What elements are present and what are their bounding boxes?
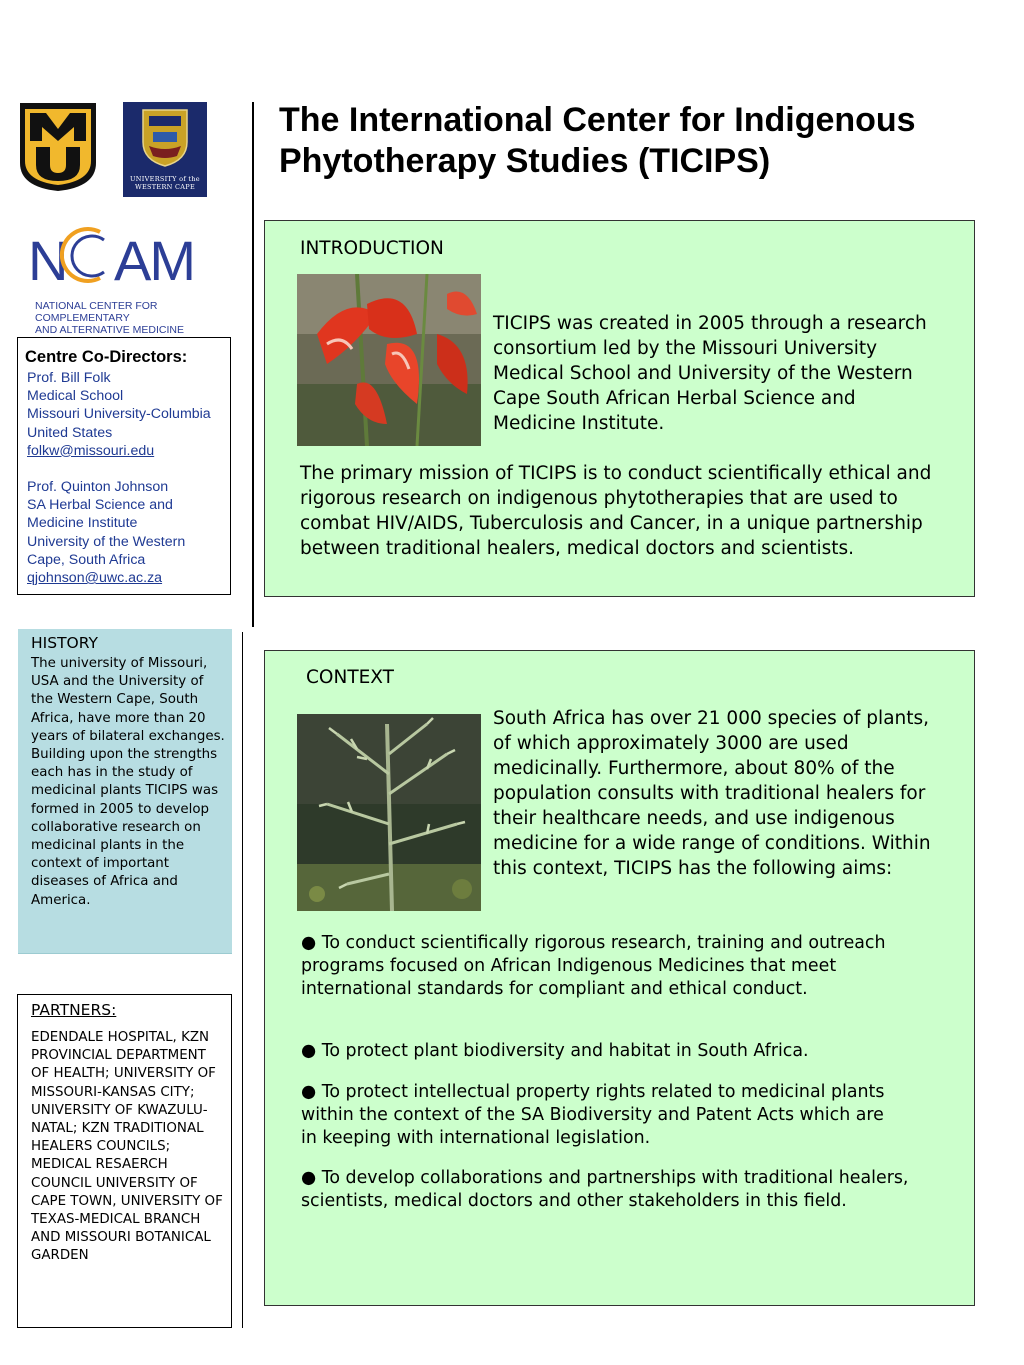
director-1-line: United States (27, 424, 113, 441)
vertical-divider-top (252, 102, 254, 627)
uwc-caption-line-2: WESTERN CAPE (135, 183, 195, 191)
partners-box (17, 994, 232, 1328)
director-2-line: Cape, South Africa (27, 551, 146, 568)
aim-item (301, 1167, 921, 1213)
director-2 (27, 478, 185, 587)
red-flower-photo (297, 274, 481, 446)
aim-text: To develop collaborations and partnerships with traditional healers, scientists, medical doctors and other stakeholders in this field. (301, 1168, 909, 1211)
partners-heading: PARTNERS: (31, 1001, 117, 1019)
partners-text: EDENDALE HOSPITAL, KZN PROVINCIAL DEPARTMENT OF HEALTH; UNIVERSITY OF MISSOURI-KANSAS CITY; UNIVERSITY OF KWAZULU-NATAL; KZN TRADITIONAL HEALERS COUNCILS; MEDICAL RESAERCH COUNCIL UNIVERSITY OF CAPE TOWN, UNIVERSITY OF TEXAS-MEDICAL BRANCH AND MISSOURI BOTANICAL GARDEN (31, 1030, 223, 1264)
director-1-line: Medical School (27, 388, 124, 405)
nccam-logo (26, 222, 201, 290)
nccam-subtitle-line-2: AND ALTERNATIVE MEDICINE (35, 324, 184, 336)
introduction-panel (264, 220, 975, 597)
nccam-subtitle (35, 300, 245, 336)
university-of-western-cape-logo (123, 102, 207, 197)
bullet-icon: ● (301, 1082, 322, 1102)
director-1 (27, 369, 211, 460)
vertical-divider-bottom (242, 632, 243, 1328)
introduction-heading: INTRODUCTION (300, 238, 444, 259)
bullet-icon: ● (301, 1168, 322, 1188)
aim-text: To protect intellectual property rights related to medicinal plants within the context of the SA Biodiversity and Patent Acts which are in keeping with international legislation. (301, 1082, 885, 1148)
context-heading: CONTEXT (306, 667, 394, 688)
history-heading: HISTORY (31, 634, 98, 652)
university-of-missouri-logo (16, 101, 100, 193)
history-box (18, 629, 232, 954)
bullet-icon: ● (301, 933, 322, 953)
introduction-paragraph-2: The primary mission of TICIPS is to conduct scientifically ethical and rigorous research on indigenous phytotherapies that are used to combat HIV/AIDS, Tuberculosis and Cancer, in a unique partnership between traditional healers, medical doctors and scientists. (300, 463, 932, 559)
uwc-caption-line-1: UNIVERSITY of the (130, 175, 200, 183)
director-2-line: Medicine Institute (27, 515, 138, 532)
aim-text: To protect plant biodiversity and habitat in South Africa. (321, 1041, 809, 1061)
aim-item (301, 932, 901, 1001)
co-directors-box (17, 337, 231, 595)
director-1-email-link[interactable]: folkw@missouri.edu (27, 442, 155, 459)
co-directors-heading: Centre Co-Directors: (25, 348, 188, 366)
plant-photo (297, 714, 481, 911)
aim-item (301, 1040, 901, 1063)
bullet-icon: ● (301, 1041, 322, 1061)
context-panel (264, 650, 975, 1306)
svg-text:AM: AM (114, 229, 194, 290)
nccam-subtitle-line-1: NATIONAL CENTER FOR COMPLEMENTARY (35, 300, 158, 324)
introduction-paragraph-1: TICIPS was created in 2005 through a research consortium led by the Missouri University Medical School and University of the Western Cape South African Herbal Science and Medicine Institute. (493, 313, 927, 434)
history-text: The university of Missouri, USA and the University of the Western Cape, South Africa, have more than 20 years of bilateral exchanges. Building upon the strengths each has in the study of medicinal plants TICIPS was formed in 2005 to develop collaborative research on medicinal plants in the context of important diseases of Africa and America. (31, 656, 225, 908)
director-1-line: Missouri University-Columbia (27, 406, 211, 423)
director-2-line: SA Herbal Science and (27, 497, 173, 514)
svg-text:N: N (28, 229, 67, 290)
aim-text: To conduct scientifically rigorous research, training and outreach programs focused on African Indigenous Medicines that meet international standards for compliant and ethical conduct. (301, 933, 886, 999)
director-2-email-link[interactable]: qjohnson@uwc.ac.za (27, 570, 163, 587)
context-paragraph: South Africa has over 21 000 species of plants, of which approximately 3000 are used medicinally. Furthermore, about 80% of the population consults with traditional healers for their healthcare needs, and use indigenous medicine for a wide range of conditions. Within this context, TICIPS has the following aims: (493, 708, 931, 879)
page-title: The International Center for Indigenous Phytotherapy Studies (TICIPS) (279, 101, 916, 180)
director-2-line: University of the Western (27, 533, 186, 550)
director-1-line: Prof. Bill Folk (27, 370, 111, 386)
director-2-line: Prof. Quinton Johnson (27, 479, 169, 495)
aim-item (301, 1081, 901, 1150)
